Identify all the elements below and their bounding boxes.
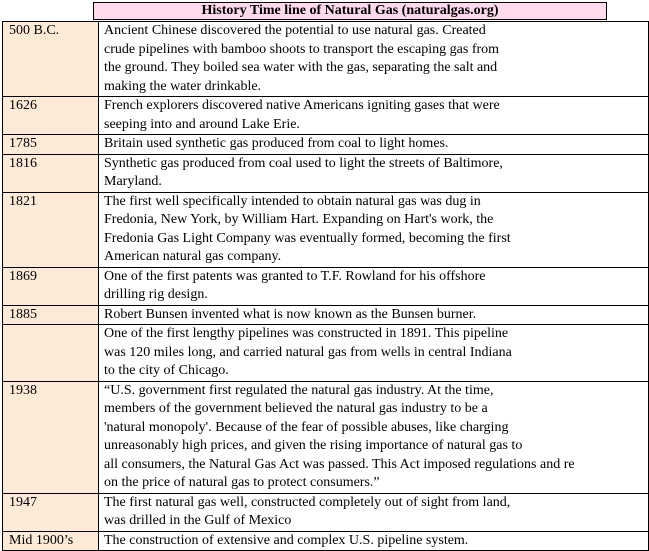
table-row: [3, 97, 649, 135]
description-line: making the water drinkable.: [104, 78, 262, 94]
description-line: on the price of natural gas to protect consumers.”: [104, 475, 380, 490]
description-line: One of the first patents was granted to T.F. Rowland for his offshore: [104, 268, 486, 284]
description-line: crude pipelines with bamboo shoots to transport the escaping gas from: [104, 41, 500, 57]
description-line: to the city of Chicago.: [104, 363, 229, 378]
description-line: American natural gas company.: [104, 249, 282, 264]
timeline-table: [2, 21, 649, 551]
description-line: 'natural monopoly'. Because of the fear of possible abuses, like charging: [104, 419, 509, 435]
year-cell: 1785: [3, 135, 99, 155]
table-row: [3, 305, 649, 325]
description-line: members of the government believed the natural gas industry to be a: [104, 401, 488, 416]
table-row: [3, 493, 649, 531]
event-description-cell: [99, 381, 649, 493]
table-row: [3, 267, 649, 305]
description-line: Britain used synthetic gas produced from coal to light homes.: [104, 136, 449, 151]
event-description-cell: [99, 154, 649, 192]
event-description-cell: [99, 493, 649, 531]
year-cell: 1821: [3, 192, 99, 267]
table-row: [3, 381, 649, 493]
description-line: was drilled in the Gulf of Mexico: [104, 513, 292, 528]
description-line: The construction of extensive and complex U.S. pipeline system.: [104, 532, 469, 548]
description-line: One of the first lengthy pipelines was constructed in 1891. This pipeline: [104, 326, 509, 341]
table-row: [3, 135, 649, 155]
table-row: [3, 22, 649, 97]
event-description-cell: [99, 325, 649, 382]
year-cell: Mid 1900’s: [3, 531, 99, 551]
description-line: all consumers, the Natural Gas Act was passed. This Act imposed regulations and re: [104, 456, 575, 472]
year-cell: 1626: [3, 97, 99, 135]
table-row: [3, 154, 649, 192]
description-line: drilling rig design.: [104, 287, 208, 302]
description-line: Synthetic gas produced from coal used to light the streets of Baltimore,: [104, 155, 503, 171]
year-cell: 1947: [3, 493, 99, 531]
description-line: The first natural gas well, constructed completely out of sight from land,: [104, 494, 511, 510]
event-description-cell: [99, 192, 649, 267]
year-cell: 1869: [3, 267, 99, 305]
event-description-cell: [99, 267, 649, 305]
year-cell: [3, 325, 99, 382]
description-line: Maryland.: [104, 174, 162, 189]
event-description-cell: [99, 135, 649, 155]
description-line: “U.S. government first regulated the natural gas industry. At the time,: [104, 382, 494, 398]
table-title: History Time line of Natural Gas (naturalgas.org): [93, 2, 607, 20]
event-description-cell: [99, 22, 649, 97]
table-row: [3, 192, 649, 267]
description-line: seeping into and around Lake Erie.: [104, 116, 300, 132]
description-line: was 120 miles long, and carried natural gas from wells in central Indiana: [104, 344, 512, 360]
event-description-cell: [99, 97, 649, 135]
description-line: the ground. They boiled sea water with the gas, separating the salt and: [104, 60, 498, 75]
description-line: Fredonia, New York, by William Hart. Expanding on Hart's work, the: [104, 212, 494, 227]
description-line: The first well specifically intended to obtain natural gas was dug in: [104, 193, 481, 209]
year-cell: 1885: [3, 305, 99, 325]
description-line: Ancient Chinese discovered the potential to use natural gas. Created: [104, 23, 486, 38]
year-cell: 500 B.C.: [3, 22, 99, 97]
table-row: [3, 325, 649, 382]
description-line: French explorers discovered native Americans igniting gases that were: [104, 98, 500, 113]
timeline-body: [3, 22, 649, 551]
year-cell: 1816: [3, 154, 99, 192]
year-cell: 1938: [3, 381, 99, 493]
description-line: Fredonia Gas Light Company was eventually formed, becoming the first: [104, 230, 511, 246]
description-line: Robert Bunsen invented what is now known as the Bunsen burner.: [104, 306, 477, 322]
event-description-cell: [99, 305, 649, 325]
description-line: unreasonably high prices, and given the rising importance of natural gas to: [104, 438, 523, 453]
